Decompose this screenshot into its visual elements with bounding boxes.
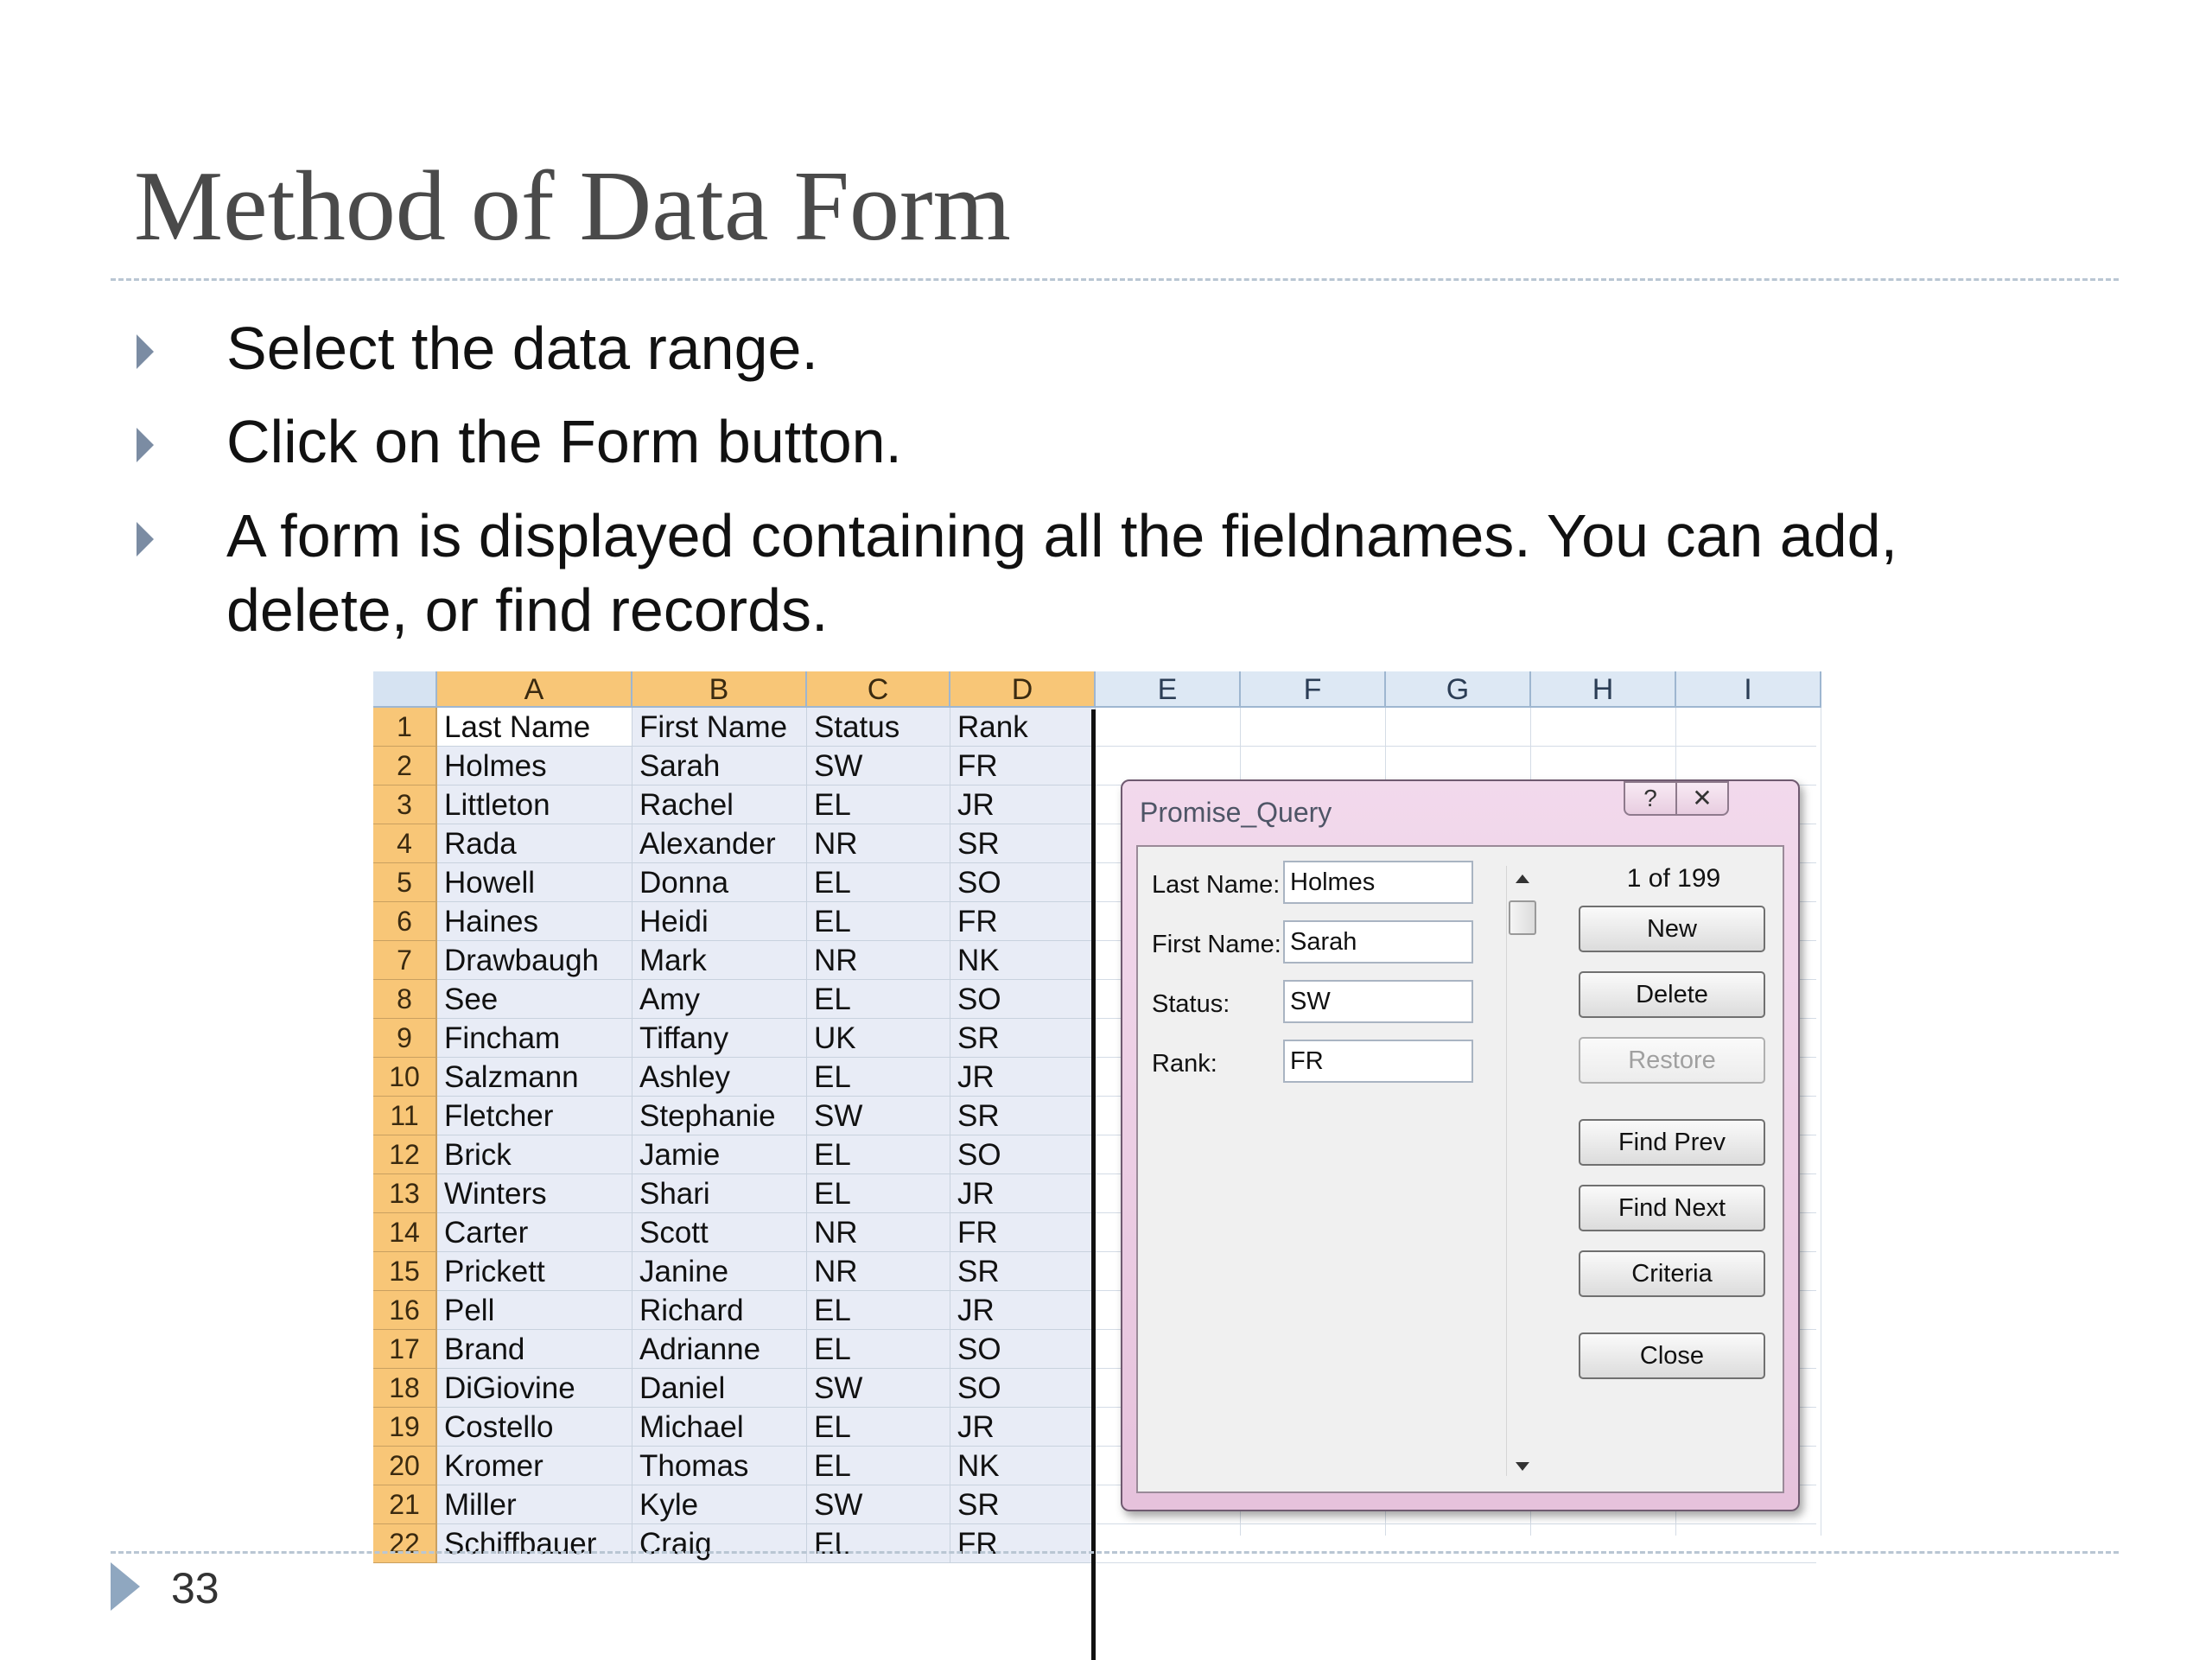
header-cell[interactable]: Status	[807, 708, 950, 747]
scroll-down-icon[interactable]	[1516, 1462, 1529, 1471]
table-cell[interactable]: Winters	[437, 1174, 632, 1213]
rank-field[interactable]: FR	[1283, 1040, 1473, 1083]
table-cell[interactable]: Donna	[632, 863, 807, 902]
column-header-i[interactable]: I	[1676, 671, 1821, 708]
bullet-text-3-cont: delete, or find records.	[226, 576, 829, 644]
page-arrow-icon	[111, 1562, 140, 1611]
status-field[interactable]: SW	[1283, 980, 1473, 1023]
table-cell[interactable]: JR	[950, 1174, 1096, 1213]
table-cell[interactable]: SR	[950, 1252, 1096, 1291]
row-header[interactable]: 2	[373, 747, 437, 785]
page-number: 33	[171, 1564, 219, 1612]
table-cell[interactable]: FR	[950, 902, 1096, 941]
table-cell[interactable]: Howell	[437, 863, 632, 902]
table-cell[interactable]: Amy	[632, 980, 807, 1019]
last-name-field[interactable]: Holmes	[1283, 861, 1473, 904]
last-name-label: Last Name:	[1152, 871, 1281, 899]
table-cell[interactable]: UK	[807, 1019, 950, 1058]
table-cell[interactable]: FR	[950, 1524, 1096, 1563]
data-form-dialog	[1121, 779, 1800, 1511]
row-header[interactable]: 21	[373, 1485, 437, 1524]
table-cell[interactable]: Jamie	[632, 1135, 807, 1174]
table-cell[interactable]: JR	[950, 1291, 1096, 1330]
table-cell[interactable]: SW	[807, 1097, 950, 1135]
row-header[interactable]: 18	[373, 1369, 437, 1408]
table-cell[interactable]: SO	[950, 980, 1096, 1019]
table-cell[interactable]: Carter	[437, 1213, 632, 1252]
table-cell[interactable]: Stephanie	[632, 1097, 807, 1135]
find-next-button[interactable]: Find Next	[1579, 1185, 1765, 1231]
close-icon: ✕	[1692, 785, 1713, 811]
table-cell[interactable]: SO	[950, 863, 1096, 902]
row-header[interactable]: 13	[373, 1174, 437, 1213]
table-cell[interactable]: NK	[950, 941, 1096, 980]
table-cell[interactable]: SO	[950, 1330, 1096, 1369]
record-scrollbar[interactable]	[1506, 866, 1537, 1476]
row-header[interactable]: 4	[373, 824, 437, 863]
table-cell[interactable]: Sarah	[632, 747, 807, 785]
row-header[interactable]: 15	[373, 1252, 437, 1291]
bullet-arrow-icon	[137, 334, 154, 369]
column-header-g[interactable]: G	[1386, 671, 1531, 708]
rank-label: Rank:	[1152, 1050, 1217, 1078]
record-counter: 1 of 199	[1626, 864, 1721, 893]
table-cell[interactable]: DiGiovine	[437, 1369, 632, 1408]
table-cell[interactable]: See	[437, 980, 632, 1019]
table-cell[interactable]: Schiffbauer	[437, 1524, 632, 1563]
bullet-arrow-icon	[137, 522, 154, 557]
table-cell[interactable]: Tiffany	[632, 1019, 807, 1058]
row-header[interactable]: 17	[373, 1330, 437, 1369]
table-cell[interactable]: EL	[807, 1330, 950, 1369]
table-cell[interactable]: JR	[950, 785, 1096, 824]
grid-line	[1096, 1562, 1816, 1563]
table-cell[interactable]: Mark	[632, 941, 807, 980]
table-cell[interactable]: NR	[807, 1213, 950, 1252]
column-header-h[interactable]: H	[1531, 671, 1676, 708]
table-cell[interactable]: SR	[950, 1097, 1096, 1135]
column-header-e[interactable]: E	[1096, 671, 1241, 708]
row-header[interactable]: 22	[373, 1524, 437, 1563]
table-cell[interactable]: Costello	[437, 1408, 632, 1447]
row-header[interactable]: 1	[373, 708, 437, 747]
row-header[interactable]: 5	[373, 863, 437, 902]
dialog-title: Promise_Query	[1140, 797, 1332, 828]
column-header-f[interactable]: F	[1241, 671, 1386, 708]
row-header[interactable]: 9	[373, 1019, 437, 1058]
dialog-body	[1136, 845, 1784, 1493]
table-cell[interactable]: NR	[807, 941, 950, 980]
column-header-d[interactable]: D	[950, 671, 1096, 708]
bullet-text-2: Click on the Form button.	[226, 408, 902, 475]
slide-title: Method of Data Form	[134, 151, 1011, 262]
table-cell[interactable]: SW	[807, 1485, 950, 1524]
bullet-text-1: Select the data range.	[226, 315, 818, 382]
table-cell[interactable]: Prickett	[437, 1252, 632, 1291]
table-cell[interactable]: SR	[950, 1019, 1096, 1058]
table-cell[interactable]: Craig	[632, 1524, 807, 1563]
table-cell[interactable]: Kyle	[632, 1485, 807, 1524]
header-cell[interactable]: Rank	[950, 708, 1096, 747]
new-button[interactable]: New	[1579, 906, 1765, 952]
table-cell[interactable]: Shari	[632, 1174, 807, 1213]
scroll-up-icon[interactable]	[1516, 875, 1529, 883]
table-cell[interactable]: Daniel	[632, 1369, 807, 1408]
row-header[interactable]: 19	[373, 1408, 437, 1447]
row-header[interactable]: 20	[373, 1447, 437, 1485]
column-header-c[interactable]: C	[807, 671, 950, 708]
table-cell[interactable]: Brand	[437, 1330, 632, 1369]
table-cell[interactable]: Salzmann	[437, 1058, 632, 1097]
row-header[interactable]: 7	[373, 941, 437, 980]
row-header[interactable]: 10	[373, 1058, 437, 1097]
table-cell[interactable]: NR	[807, 1252, 950, 1291]
table-cell[interactable]: Richard	[632, 1291, 807, 1330]
status-label: Status:	[1152, 990, 1230, 1018]
table-cell[interactable]: Thomas	[632, 1447, 807, 1485]
select-all-corner[interactable]	[373, 671, 437, 708]
table-cell[interactable]: EL	[807, 1058, 950, 1097]
row-header[interactable]: 6	[373, 902, 437, 941]
table-cell[interactable]: EL	[807, 1174, 950, 1213]
table-cell[interactable]: Rachel	[632, 785, 807, 824]
help-button[interactable]	[1624, 781, 1677, 816]
table-cell[interactable]: Kromer	[437, 1447, 632, 1485]
table-cell[interactable]: EL	[807, 1447, 950, 1485]
footer-divider	[111, 1551, 2119, 1554]
table-cell[interactable]: EL	[807, 902, 950, 941]
table-cell[interactable]: EL	[807, 863, 950, 902]
table-cell[interactable]: EL	[807, 1135, 950, 1174]
table-cell[interactable]: NR	[807, 824, 950, 863]
table-cell[interactable]: Fletcher	[437, 1097, 632, 1135]
table-cell[interactable]: Miller	[437, 1485, 632, 1524]
table-cell[interactable]: FR	[950, 1213, 1096, 1252]
table-cell[interactable]: Janine	[632, 1252, 807, 1291]
bullet-text-3: A form is displayed containing all the fieldnames. You can add,	[226, 502, 1898, 569]
row-header[interactable]: 3	[373, 785, 437, 824]
delete-button[interactable]: Delete	[1579, 971, 1765, 1018]
first-name-label: First Name:	[1152, 931, 1281, 958]
table-cell[interactable]: Brick	[437, 1135, 632, 1174]
table-cell[interactable]: Pell	[437, 1291, 632, 1330]
table-cell[interactable]: Heidi	[632, 902, 807, 941]
table-cell[interactable]: EL	[807, 1408, 950, 1447]
find-prev-button[interactable]: Find Prev	[1579, 1119, 1765, 1166]
table-cell[interactable]: Haines	[437, 902, 632, 941]
row-header[interactable]: 16	[373, 1291, 437, 1330]
table-cell[interactable]: SO	[950, 1135, 1096, 1174]
help-icon: ?	[1643, 785, 1657, 811]
restore-button[interactable]: Restore	[1579, 1037, 1765, 1084]
row-header[interactable]: 8	[373, 980, 437, 1019]
grid-line	[1096, 746, 1816, 747]
table-cell[interactable]: NK	[950, 1447, 1096, 1485]
table-cell[interactable]: Holmes	[437, 747, 632, 785]
table-cell[interactable]: EL	[807, 785, 950, 824]
criteria-button[interactable]: Criteria	[1579, 1250, 1765, 1297]
table-cell[interactable]: Littleton	[437, 785, 632, 824]
table-cell[interactable]: Michael	[632, 1408, 807, 1447]
first-name-field[interactable]: Sarah	[1283, 920, 1473, 964]
table-cell[interactable]: SW	[807, 1369, 950, 1408]
row-header[interactable]: 12	[373, 1135, 437, 1174]
header-cell[interactable]: Last Name	[437, 708, 632, 747]
table-cell[interactable]: Scott	[632, 1213, 807, 1252]
table-cell[interactable]: EL	[807, 1291, 950, 1330]
table-cell[interactable]: EL	[807, 1524, 950, 1563]
dialog-close-button[interactable]	[1675, 781, 1729, 816]
header-cell[interactable]: First Name	[632, 708, 807, 747]
table-cell[interactable]: Alexander	[632, 824, 807, 863]
title-divider	[111, 278, 2119, 281]
table-cell[interactable]: JR	[950, 1058, 1096, 1097]
column-header-b[interactable]: B	[632, 671, 807, 708]
bullet-arrow-icon	[137, 428, 154, 462]
table-cell[interactable]: Adrianne	[632, 1330, 807, 1369]
table-cell[interactable]: SO	[950, 1369, 1096, 1408]
table-cell[interactable]: Drawbaugh	[437, 941, 632, 980]
table-cell[interactable]: Fincham	[437, 1019, 632, 1058]
column-header-a[interactable]: A	[437, 671, 632, 708]
close-button[interactable]: Close	[1579, 1332, 1765, 1379]
table-cell[interactable]: EL	[807, 980, 950, 1019]
scroll-thumb[interactable]	[1509, 900, 1536, 935]
table-cell[interactable]: SR	[950, 1485, 1096, 1524]
row-header[interactable]: 14	[373, 1213, 437, 1252]
table-cell[interactable]: Ashley	[632, 1058, 807, 1097]
table-cell[interactable]: JR	[950, 1408, 1096, 1447]
table-cell[interactable]: Rada	[437, 824, 632, 863]
table-cell[interactable]: FR	[950, 747, 1096, 785]
table-cell[interactable]: SR	[950, 824, 1096, 863]
grid-line	[1096, 1523, 1816, 1524]
table-cell[interactable]: SW	[807, 747, 950, 785]
row-header[interactable]: 11	[373, 1097, 437, 1135]
